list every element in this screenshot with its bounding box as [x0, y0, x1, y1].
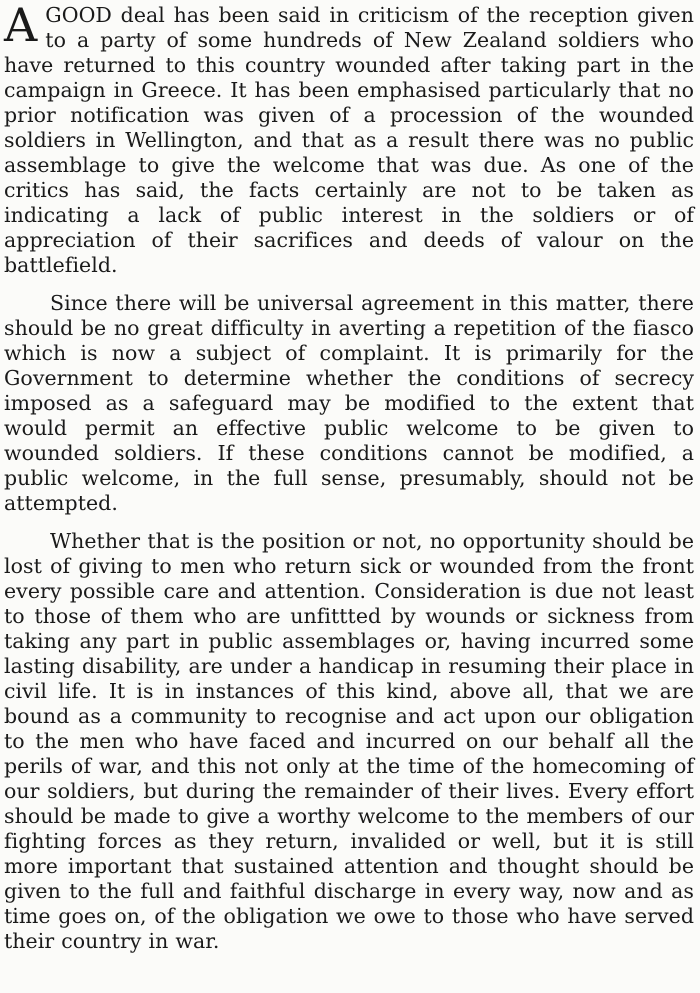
- paragraph-2: Since there will be universal agreement in this matter, there should be no great difficulty in averting a repetition of the fiasco which is now a subject of complaint. It is primarily for the Government to determine whether the conditions of secrecy imposed as a safeguard may be modified to the extent that would permit an effective public welcome to be given to wounded soldiers. If these conditions cannot be modified, a public welcome, in the full sense, presumably, should not be attempted.: [4, 291, 694, 515]
- drop-cap: A: [4, 0, 38, 52]
- paragraph-3: Whether that is the position or not, no opportunity should be lost of giving to men who return sick or wounded from the front every possible care and attention. Consideration is due not least to those of them who are unfittted by wounds or sickness from taking any part in public assemblages or, having incurred some lasting disability, are under a handicap in resuming their place in civil life. It is in instances of this kind, above all, that we are bound as a community to recognise and act upon our obligation to the men who have faced and incurred on our behalf all the perils of war, and this not only at the time of the homecoming of our soldiers, but during the remainder of their lives. Every effort should be made to give a worthy welcome to the members of our fighting forces as they return, invalided or well, but it is still more important that sustained attention and thought should be given to the full and faithful discharge in every way, now and as time goes on, of the obligation we owe to those who have served their country in war.: [4, 529, 694, 953]
- paragraph-1: [4, 0, 694, 278]
- paragraph-1-text: GOOD deal has been said in criticism of the reception given to a party of some hundreds of New Zealand soldiers who have returned to this country wounded after taking part in the campaign in Greece. It has been emphasised particularly that no prior notification was given of a procession of the wounded soldiers in Wellington, and that as a result there was no public assemblage to give the welcome that was due. As one of the critics has said, the facts certainly are not to be taken as indicating a lack of public interest in the soldiers or of appreciation of their sacrifices and deeds of valour on the battlefield.: [4, 3, 694, 277]
